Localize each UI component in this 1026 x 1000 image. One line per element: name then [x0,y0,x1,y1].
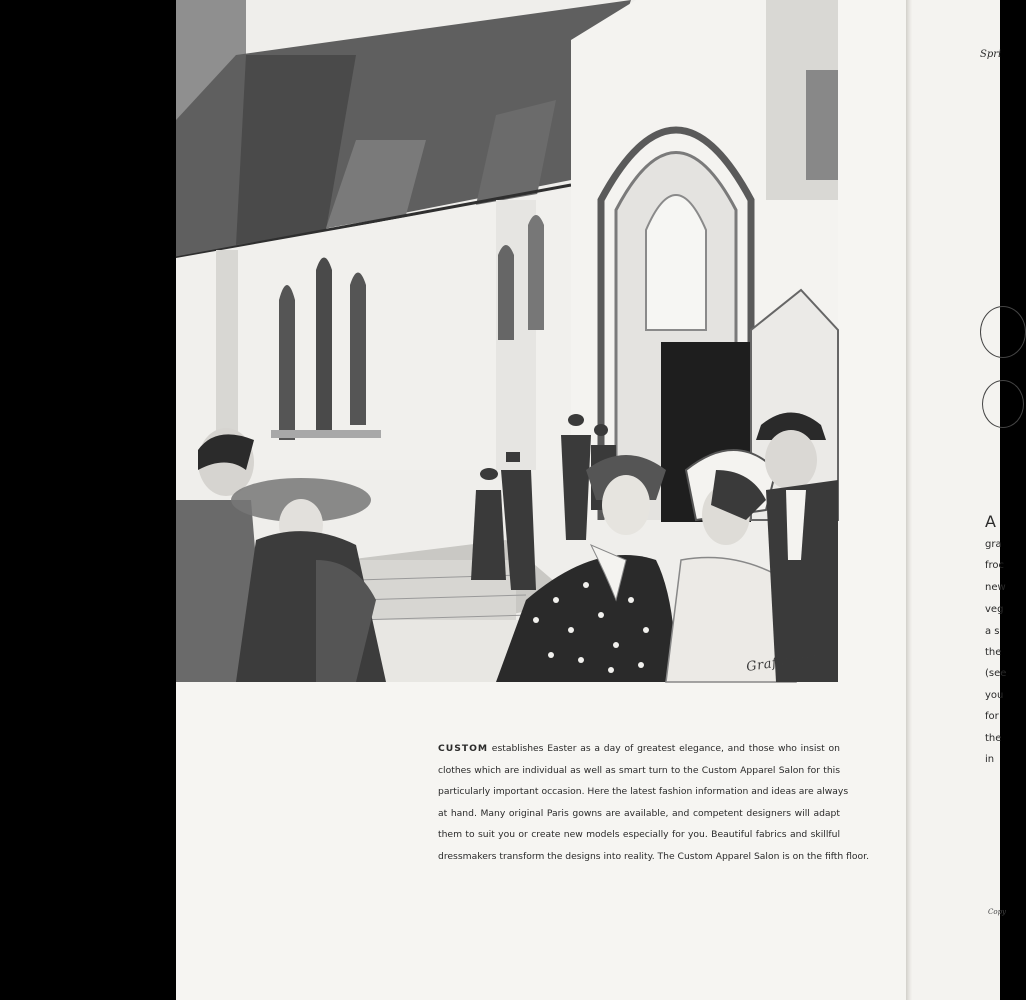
ornament-oval-icon [982,380,1024,428]
article-line-6: dressmakers transform the designs into reality. The Custom Apparel Salon is on the fifth floor. [438,850,870,862]
artist-signature: Grafstrom [745,650,819,675]
right-fragment-5: a s [985,626,1000,637]
right-drop-cap: A [985,512,996,531]
right-fragment-1: gra [985,539,1002,550]
easter-church-illustration [176,0,838,682]
right-fragment-10: the [985,733,1002,744]
article-line-4: at hand. Many original Paris gowns are available, and competent designers will adapt [438,807,840,819]
right-fragment-6: the [985,647,1002,658]
article-line-1-text: establishes Easter as a day of greatest elegance, and those who insist on [488,743,840,754]
left-black-margin [0,0,176,1000]
right-fragment-9: for [985,711,999,722]
right-fragment-2: froc [985,560,1005,571]
right-fragment-7: (see [985,668,1007,679]
right-page [912,0,1007,1000]
lead-word: CUSTOM [438,743,489,754]
illustration-drawing [176,0,838,682]
article-body [438,738,870,867]
article-line-2: clothes which are individual as well as smart turn to the Custom Apparel Salon for this [438,764,840,776]
article-line-1 [438,738,840,760]
article-line-5: them to suit you or create new models especially for you. Beautiful fabrics and skillful [438,829,840,840]
right-fragment-4: veg [985,604,1004,615]
right-running-head: Spri [980,49,1002,60]
right-footer: Copy [988,908,1007,916]
right-fragment-8: you [985,690,1004,701]
right-fragment-3: new [985,582,1006,593]
article-line-3: particularly important occasion. Here the latest fashion information and ideas are always [438,786,849,797]
ornament-oval-icon [980,306,1026,358]
right-fragment-11: in [985,754,995,765]
